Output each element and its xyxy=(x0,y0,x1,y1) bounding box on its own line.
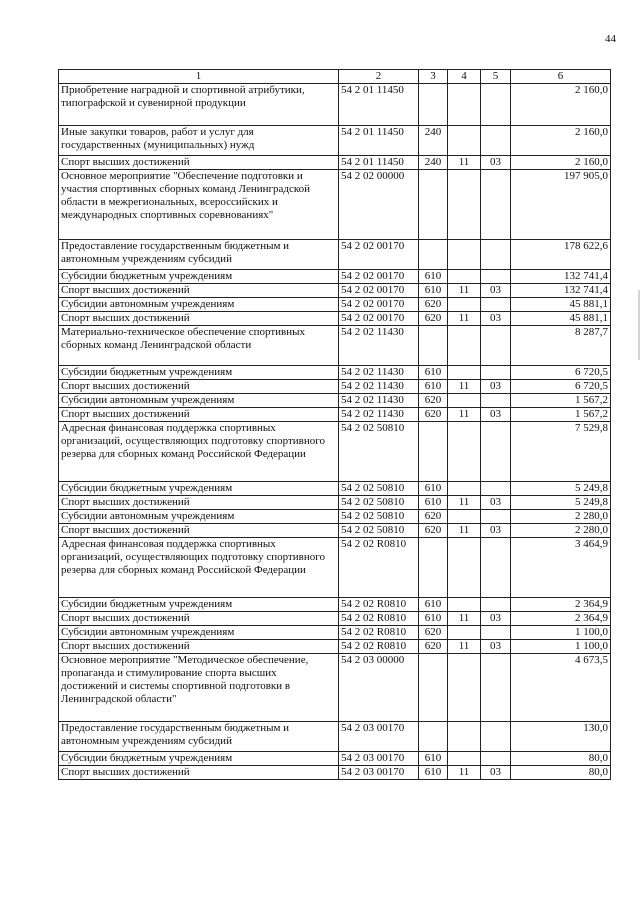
cell-rz xyxy=(448,170,481,240)
cell-name: Основное мероприятие "Методическое обеспечение, пропаганда и стимулирование спорта высших достижений и системы спортивной подготовки в Ленинградской области" xyxy=(59,654,339,722)
cell-pr xyxy=(481,270,511,284)
cell-pr xyxy=(481,482,511,496)
cell-vr: 620 xyxy=(419,524,448,538)
cell-name: Материально-техническое обеспечение спортивных сборных команд Ленинградской области xyxy=(59,326,339,366)
cell-sum: 2 160,0 xyxy=(511,126,611,156)
cell-pr xyxy=(481,126,511,156)
cell-csr: 54 2 02 00170 xyxy=(339,312,419,326)
table-row xyxy=(59,766,611,780)
cell-name: Субсидии автономным учреждениям xyxy=(59,510,339,524)
cell-name: Предоставление государственным бюджетным и автономным учреждениям субсидий xyxy=(59,240,339,270)
cell-csr: 54 2 02 11430 xyxy=(339,366,419,380)
cell-sum: 6 720,5 xyxy=(511,366,611,380)
cell-csr: 54 2 01 11450 xyxy=(339,156,419,170)
cell-sum: 3 464,9 xyxy=(511,538,611,598)
cell-vr: 610 xyxy=(419,612,448,626)
cell-vr: 620 xyxy=(419,510,448,524)
table-row xyxy=(59,538,611,598)
cell-csr: 54 2 02 R0810 xyxy=(339,640,419,654)
cell-csr: 54 2 01 11450 xyxy=(339,126,419,156)
cell-vr: 610 xyxy=(419,380,448,394)
cell-rz xyxy=(448,366,481,380)
cell-pr: 03 xyxy=(481,312,511,326)
cell-sum: 2 160,0 xyxy=(511,84,611,126)
cell-rz xyxy=(448,422,481,482)
cell-vr: 610 xyxy=(419,766,448,780)
table-row xyxy=(59,722,611,752)
cell-sum: 197 905,0 xyxy=(511,170,611,240)
cell-rz xyxy=(448,626,481,640)
cell-csr: 54 2 02 00170 xyxy=(339,240,419,270)
table-row xyxy=(59,156,611,170)
header-col-rz: 4 xyxy=(448,70,481,84)
cell-pr: 03 xyxy=(481,284,511,298)
table-row xyxy=(59,170,611,240)
cell-vr xyxy=(419,84,448,126)
cell-vr: 610 xyxy=(419,482,448,496)
cell-pr: 03 xyxy=(481,380,511,394)
table-row xyxy=(59,84,611,126)
cell-csr: 54 2 02 00000 xyxy=(339,170,419,240)
cell-rz xyxy=(448,270,481,284)
cell-name: Основное мероприятие "Обеспечение подготовки и участия спортивных сборных команд Ленинградской области в межрегиональных, всероссийских и международных спортивных соревнованиях" xyxy=(59,170,339,240)
cell-rz xyxy=(448,722,481,752)
cell-sum: 5 249,8 xyxy=(511,482,611,496)
cell-csr: 54 2 03 00000 xyxy=(339,654,419,722)
header-col-csr: 2 xyxy=(339,70,419,84)
cell-name: Адресная финансовая поддержка спортивных организаций, осуществляющих подготовку спортивного резерва для сборных команд Российской Федерации xyxy=(59,538,339,598)
cell-sum: 45 881,1 xyxy=(511,298,611,312)
cell-sum: 1 567,2 xyxy=(511,394,611,408)
cell-csr: 54 2 02 R0810 xyxy=(339,612,419,626)
cell-rz: 11 xyxy=(448,312,481,326)
cell-rz xyxy=(448,394,481,408)
cell-vr: 620 xyxy=(419,298,448,312)
cell-name: Иные закупки товаров, работ и услуг для государственных (муниципальных) нужд xyxy=(59,126,339,156)
cell-name: Спорт высших достижений xyxy=(59,156,339,170)
cell-pr xyxy=(481,626,511,640)
cell-csr: 54 2 01 11450 xyxy=(339,84,419,126)
cell-name: Спорт высших достижений xyxy=(59,524,339,538)
cell-name: Спорт высших достижений xyxy=(59,408,339,422)
table-header xyxy=(59,70,611,84)
cell-rz xyxy=(448,126,481,156)
table-row xyxy=(59,298,611,312)
cell-sum: 80,0 xyxy=(511,752,611,766)
cell-pr: 03 xyxy=(481,408,511,422)
cell-csr: 54 2 02 50810 xyxy=(339,422,419,482)
cell-vr xyxy=(419,722,448,752)
table-row xyxy=(59,524,611,538)
cell-name: Субсидии автономным учреждениям xyxy=(59,298,339,312)
cell-rz: 11 xyxy=(448,408,481,422)
cell-vr xyxy=(419,654,448,722)
cell-pr: 03 xyxy=(481,524,511,538)
header-row xyxy=(59,70,611,84)
cell-vr xyxy=(419,240,448,270)
cell-pr: 03 xyxy=(481,612,511,626)
cell-rz: 11 xyxy=(448,284,481,298)
cell-pr: 03 xyxy=(481,640,511,654)
cell-name: Субсидии бюджетным учреждениям xyxy=(59,598,339,612)
cell-sum: 7 529,8 xyxy=(511,422,611,482)
cell-rz xyxy=(448,240,481,270)
cell-csr: 54 2 02 00170 xyxy=(339,270,419,284)
cell-rz: 11 xyxy=(448,380,481,394)
cell-csr: 54 2 02 11430 xyxy=(339,326,419,366)
table-row xyxy=(59,640,611,654)
cell-rz xyxy=(448,298,481,312)
cell-csr: 54 2 02 00170 xyxy=(339,284,419,298)
cell-pr xyxy=(481,240,511,270)
cell-vr xyxy=(419,326,448,366)
table-row xyxy=(59,496,611,510)
cell-pr xyxy=(481,538,511,598)
cell-name: Спорт высших достижений xyxy=(59,496,339,510)
cell-rz xyxy=(448,654,481,722)
cell-rz: 11 xyxy=(448,524,481,538)
cell-sum: 2 280,0 xyxy=(511,510,611,524)
cell-vr: 610 xyxy=(419,496,448,510)
header-col-name: 1 xyxy=(59,70,339,84)
cell-sum: 4 673,5 xyxy=(511,654,611,722)
cell-sum: 132 741,4 xyxy=(511,284,611,298)
cell-name: Субсидии бюджетным учреждениям xyxy=(59,270,339,284)
cell-name: Приобретение наградной и спортивной атрибутики, типографской и сувенирной продукции xyxy=(59,84,339,126)
cell-csr: 54 2 02 50810 xyxy=(339,496,419,510)
cell-vr: 620 xyxy=(419,626,448,640)
cell-pr xyxy=(481,298,511,312)
cell-csr: 54 2 02 50810 xyxy=(339,524,419,538)
cell-vr: 610 xyxy=(419,366,448,380)
cell-sum: 5 249,8 xyxy=(511,496,611,510)
cell-name: Субсидии бюджетным учреждениям xyxy=(59,482,339,496)
table-row xyxy=(59,240,611,270)
cell-pr xyxy=(481,366,511,380)
cell-sum: 1 100,0 xyxy=(511,626,611,640)
cell-sum: 6 720,5 xyxy=(511,380,611,394)
cell-name: Спорт высших достижений xyxy=(59,612,339,626)
cell-pr xyxy=(481,170,511,240)
cell-vr: 620 xyxy=(419,394,448,408)
cell-sum: 45 881,1 xyxy=(511,312,611,326)
header-col-vr: 3 xyxy=(419,70,448,84)
cell-vr xyxy=(419,170,448,240)
cell-name: Спорт высших достижений xyxy=(59,312,339,326)
cell-rz: 11 xyxy=(448,612,481,626)
cell-pr xyxy=(481,326,511,366)
cell-csr: 54 2 02 R0810 xyxy=(339,626,419,640)
cell-name: Субсидии бюджетным учреждениям xyxy=(59,752,339,766)
page-number: 44 xyxy=(605,33,616,45)
cell-pr: 03 xyxy=(481,496,511,510)
budget-table xyxy=(58,69,611,780)
cell-vr: 240 xyxy=(419,156,448,170)
cell-rz: 11 xyxy=(448,496,481,510)
table-row xyxy=(59,752,611,766)
cell-rz xyxy=(448,538,481,598)
cell-rz xyxy=(448,326,481,366)
cell-sum: 132 741,4 xyxy=(511,270,611,284)
table-body xyxy=(59,84,611,780)
table-row xyxy=(59,126,611,156)
cell-name: Субсидии автономным учреждениям xyxy=(59,394,339,408)
cell-name: Субсидии бюджетным учреждениям xyxy=(59,366,339,380)
cell-name: Спорт высших достижений xyxy=(59,380,339,394)
cell-rz: 11 xyxy=(448,766,481,780)
table-row xyxy=(59,654,611,722)
table-row xyxy=(59,366,611,380)
cell-rz xyxy=(448,84,481,126)
table-row xyxy=(59,394,611,408)
cell-vr: 610 xyxy=(419,270,448,284)
cell-csr: 54 2 02 50810 xyxy=(339,510,419,524)
header-col-sum: 6 xyxy=(511,70,611,84)
table-row xyxy=(59,270,611,284)
table-row xyxy=(59,312,611,326)
cell-pr xyxy=(481,752,511,766)
cell-name: Адресная финансовая поддержка спортивных организаций, осуществляющих подготовку спортивного резерва для сборных команд Российской Федерации xyxy=(59,422,339,482)
table-row xyxy=(59,380,611,394)
cell-vr: 610 xyxy=(419,284,448,298)
cell-sum: 2 364,9 xyxy=(511,598,611,612)
cell-csr: 54 2 03 00170 xyxy=(339,766,419,780)
cell-vr xyxy=(419,538,448,598)
cell-csr: 54 2 02 00170 xyxy=(339,298,419,312)
cell-csr: 54 2 02 11430 xyxy=(339,380,419,394)
cell-sum: 80,0 xyxy=(511,766,611,780)
cell-vr: 240 xyxy=(419,126,448,156)
cell-vr: 610 xyxy=(419,752,448,766)
cell-rz xyxy=(448,598,481,612)
cell-pr xyxy=(481,654,511,722)
cell-sum: 1 567,2 xyxy=(511,408,611,422)
table-row xyxy=(59,482,611,496)
cell-csr: 54 2 03 00170 xyxy=(339,722,419,752)
cell-name: Субсидии автономным учреждениям xyxy=(59,626,339,640)
cell-rz xyxy=(448,510,481,524)
cell-rz: 11 xyxy=(448,156,481,170)
cell-name: Спорт высших достижений xyxy=(59,766,339,780)
cell-sum: 130,0 xyxy=(511,722,611,752)
table-row xyxy=(59,626,611,640)
cell-pr xyxy=(481,598,511,612)
cell-pr xyxy=(481,394,511,408)
cell-vr: 620 xyxy=(419,408,448,422)
cell-vr: 620 xyxy=(419,312,448,326)
cell-vr: 620 xyxy=(419,640,448,654)
cell-pr xyxy=(481,422,511,482)
cell-sum: 178 622,6 xyxy=(511,240,611,270)
cell-csr: 54 2 02 50810 xyxy=(339,482,419,496)
cell-rz xyxy=(448,482,481,496)
table-row xyxy=(59,408,611,422)
table-row xyxy=(59,612,611,626)
cell-csr: 54 2 03 00170 xyxy=(339,752,419,766)
cell-vr xyxy=(419,422,448,482)
cell-csr: 54 2 02 11430 xyxy=(339,394,419,408)
header-col-pr: 5 xyxy=(481,70,511,84)
cell-pr: 03 xyxy=(481,156,511,170)
cell-sum: 2 364,9 xyxy=(511,612,611,626)
table-row xyxy=(59,284,611,298)
cell-vr: 610 xyxy=(419,598,448,612)
cell-sum: 1 100,0 xyxy=(511,640,611,654)
cell-pr xyxy=(481,722,511,752)
table-row xyxy=(59,510,611,524)
cell-rz xyxy=(448,752,481,766)
cell-rz: 11 xyxy=(448,640,481,654)
cell-name: Предоставление государственным бюджетным и автономным учреждениям субсидий xyxy=(59,722,339,752)
cell-sum: 2 160,0 xyxy=(511,156,611,170)
table-row xyxy=(59,422,611,482)
cell-csr: 54 2 02 R0810 xyxy=(339,538,419,598)
cell-csr: 54 2 02 R0810 xyxy=(339,598,419,612)
cell-sum: 2 280,0 xyxy=(511,524,611,538)
cell-name: Спорт высших достижений xyxy=(59,640,339,654)
cell-pr xyxy=(481,510,511,524)
cell-pr xyxy=(481,84,511,126)
cell-sum: 8 287,7 xyxy=(511,326,611,366)
table-row xyxy=(59,598,611,612)
cell-pr: 03 xyxy=(481,766,511,780)
table-row xyxy=(59,326,611,366)
cell-csr: 54 2 02 11430 xyxy=(339,408,419,422)
cell-name: Спорт высших достижений xyxy=(59,284,339,298)
